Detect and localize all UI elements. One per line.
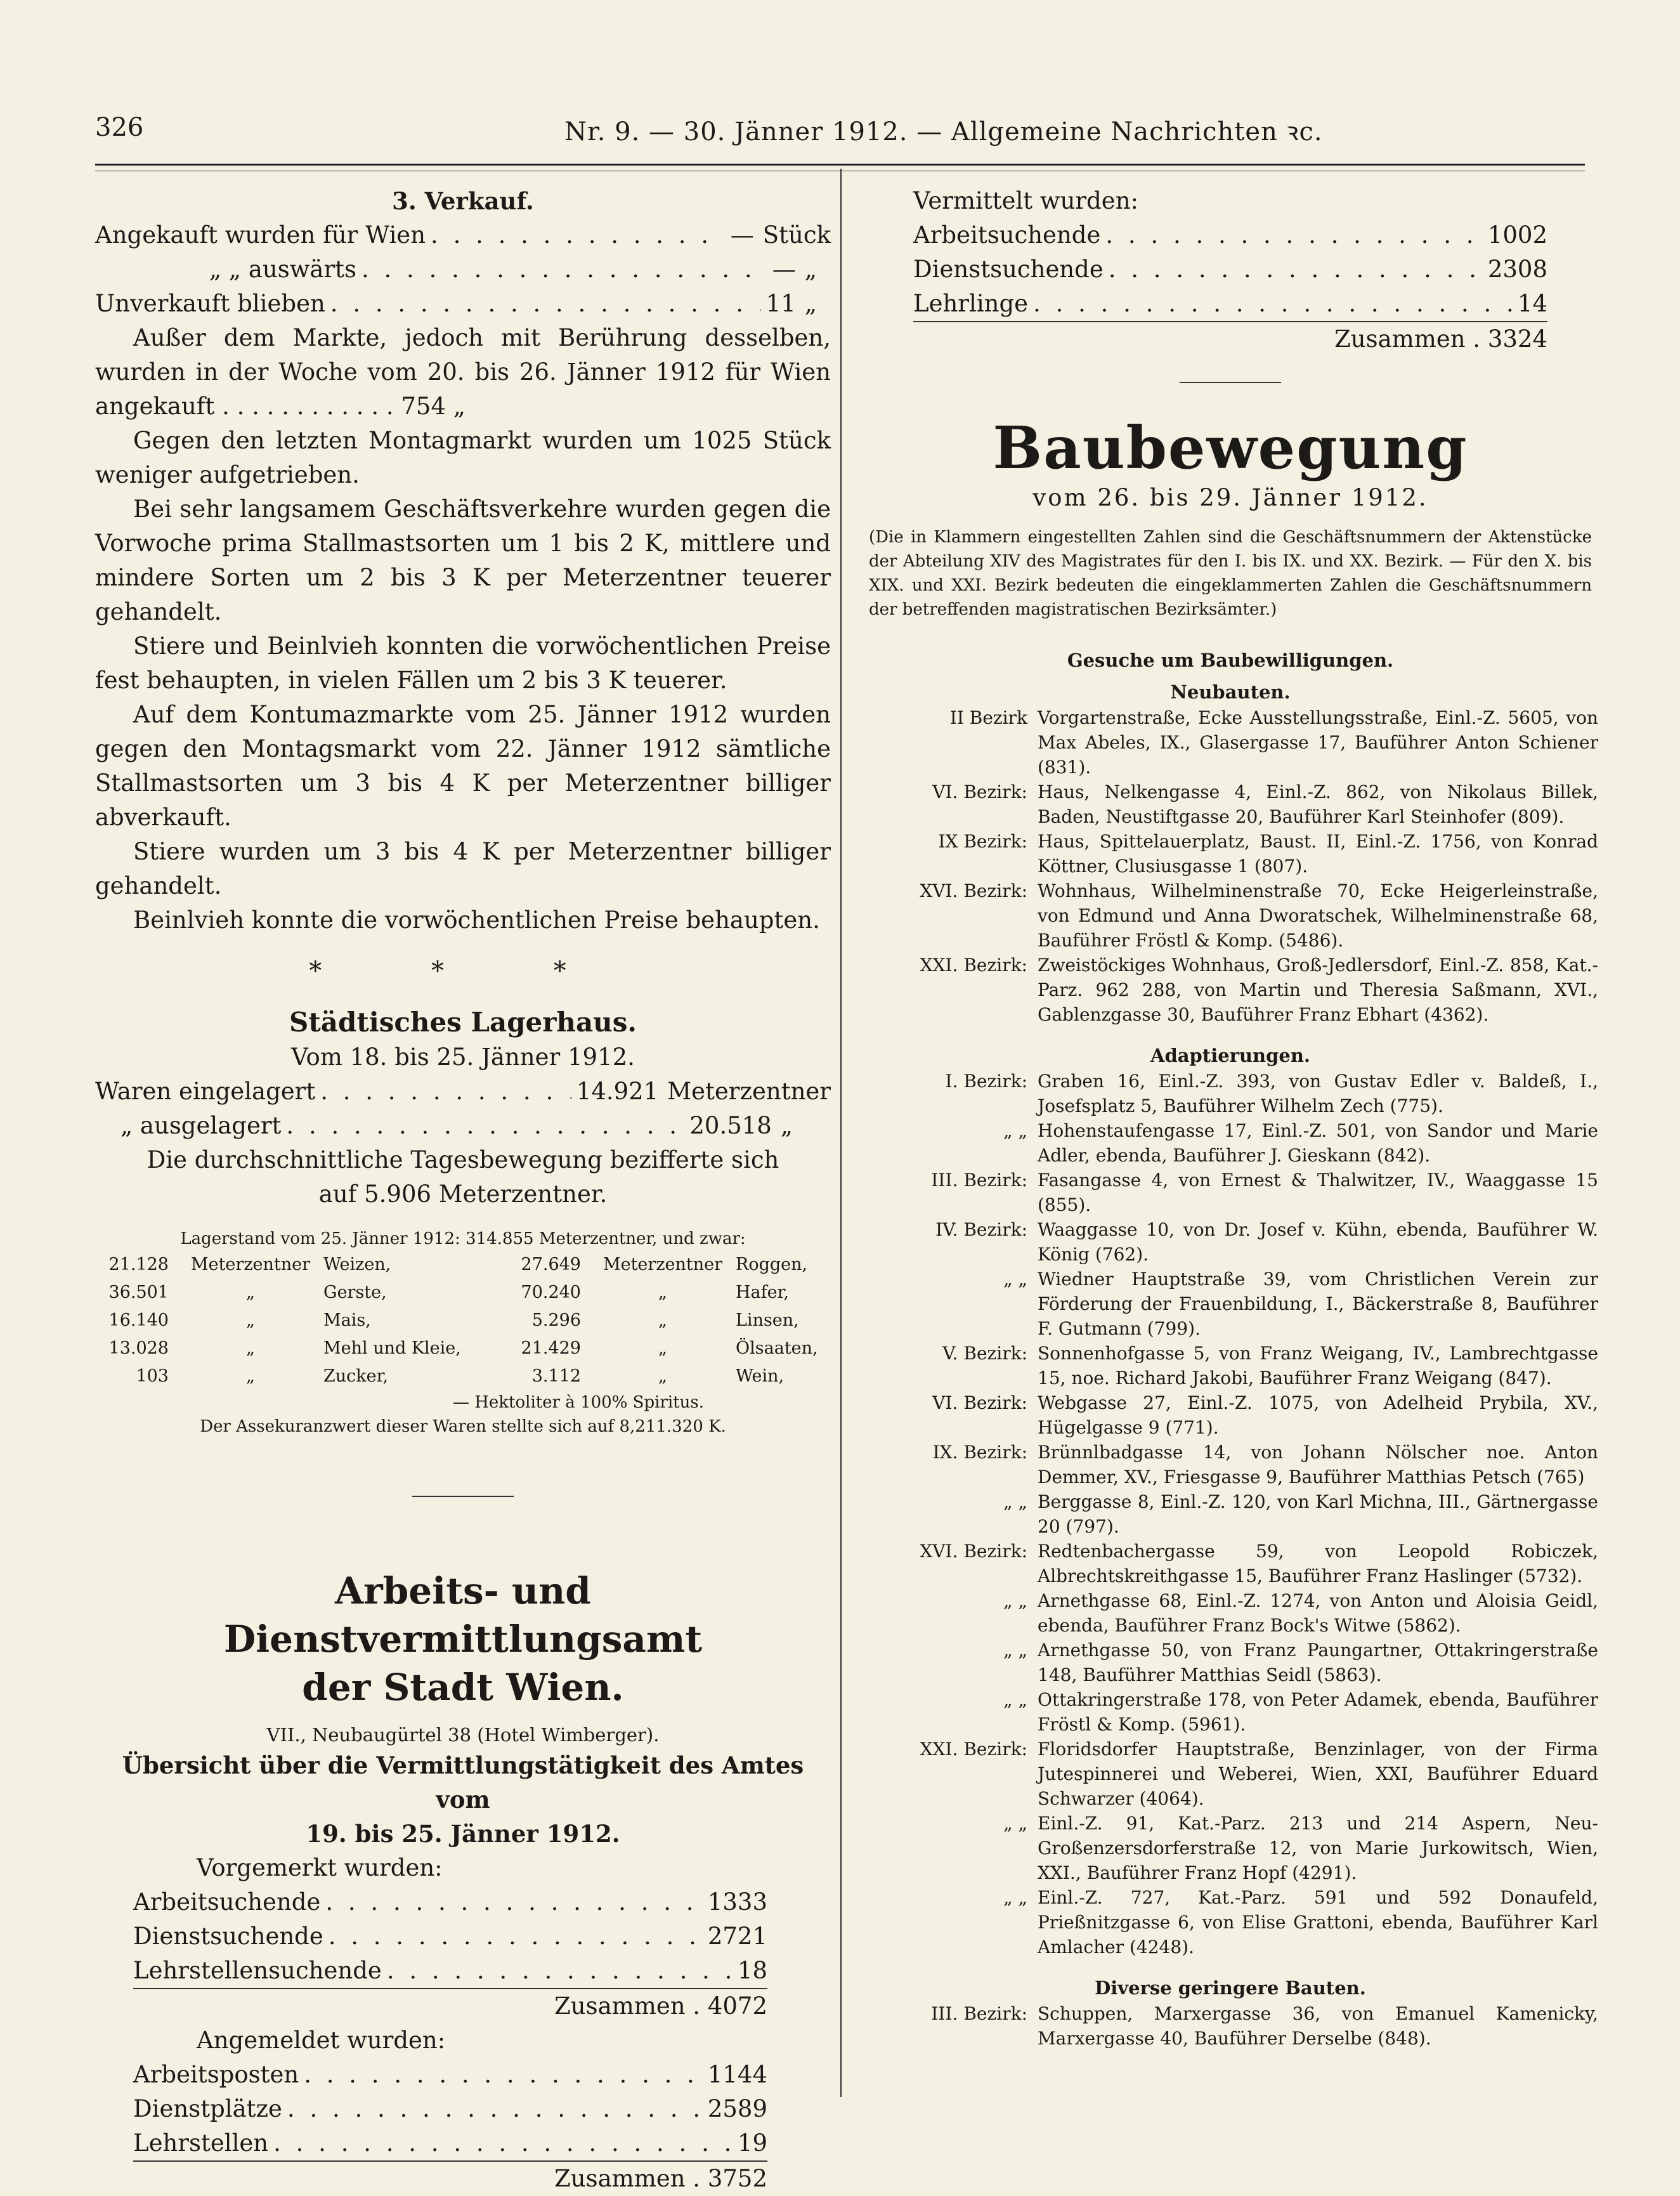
diverse-list <box>863 2001 1598 2051</box>
bau-entry <box>863 1168 1598 1217</box>
stock-cell: „ <box>658 1283 667 1302</box>
page-header <box>95 107 1585 151</box>
arbeitsamt-overview-2: 19. bis 25. Jänner 1912. <box>306 1820 620 1848</box>
stock-cell: 21.128 <box>108 1255 169 1274</box>
vorgemerkt-row: Arbeitsuchende . . . 1333 <box>133 1885 767 1919</box>
bau-entry-text: Hohenstaufengasse 17, Einl.-Z. 501, von Sandor und Marie Adler, ebenda, Bauführer J. Gieskann (842). <box>1038 1120 1598 1166</box>
bau-entry <box>863 1390 1598 1440</box>
bau-entry <box>863 1539 1598 1588</box>
stock-cell: 5.296 <box>531 1310 581 1330</box>
bau-entry <box>863 1341 1598 1390</box>
bau-entry-district: „ „ <box>1003 1120 1027 1141</box>
stock-table <box>95 1251 831 1390</box>
bau-entry <box>863 780 1598 829</box>
arbeitsamt-title-2: der Stadt Wien. <box>302 1666 624 1709</box>
diverse-heading: Diverse geringere Bauten. <box>1095 1977 1366 1999</box>
stock-cell: „ <box>658 1338 667 1358</box>
stock-cell: „ <box>658 1366 667 1386</box>
bau-entry-district: XVI. Bezirk: <box>920 880 1027 901</box>
bau-entry-district: „ „ <box>1003 1640 1027 1661</box>
stock-cell: Mais, <box>323 1310 371 1330</box>
stock-cell: Linsen, <box>736 1310 799 1330</box>
angemeldet-row: Lehrstellen . . . 19 <box>133 2126 767 2162</box>
bau-entry-text: Arnethgasse 68, Einl.-Z. 1274, von Anton und Aloisia Geidl, ebenda, Bauführer Franz Bock's Witwe (5862). <box>1038 1590 1598 1636</box>
vermittelt-row: Arbeitsuchende . . . 1002 <box>913 218 1547 252</box>
bau-entry-district: „ „ <box>1003 1269 1027 1290</box>
bau-entry-district: VI. Bezirk: <box>932 1392 1027 1413</box>
bau-entry-district: „ „ <box>1003 1590 1027 1611</box>
vorgemerkt-row: Lehrstellensuchende . . . 18 <box>133 1954 767 1989</box>
bau-entry <box>863 1638 1598 1687</box>
bau-entry-text: Ottakringerstraße 178, von Peter Adamek, ebenda, Bauführer Fröstl & Komp. (5961). <box>1038 1689 1598 1735</box>
bau-entry-district: „ „ <box>1003 1491 1027 1512</box>
stock-cell: „ <box>246 1366 255 1386</box>
stock-cell: 13.028 <box>108 1338 169 1358</box>
vermittelt-sum: Zusammen . 3324 <box>1334 325 1547 353</box>
bau-entry-district: V. Bezirk: <box>942 1343 1027 1364</box>
stock-cell: 27.649 <box>521 1255 581 1274</box>
bau-entry-district: III. Bezirk: <box>931 1170 1027 1191</box>
bau-entry-district: IX Bezirk: <box>938 831 1027 852</box>
vorgemerkt-heading: Vorgemerkt wurden: <box>197 1854 443 1881</box>
stock-cell: 16.140 <box>108 1310 169 1330</box>
verkauf-paragraph: Stiere und Beinlvieh konnten die vorwöchentlichen Preise fest behaupten, in vielen Fällen um 2 bis 3 K teuerer. <box>95 632 831 694</box>
bau-entry-text: Einl.-Z. 727, Kat.-Parz. 591 und 592 Donaufeld, Prießnitzgasse 6, von Elise Grattoni, ebenda, Bauführer Karl Amlacher (4248). <box>1038 1887 1598 1957</box>
bau-entry-district: „ „ <box>1003 1813 1027 1834</box>
stock-intro: Lagerstand vom 25. Jänner 1912: 314.855 Meterzentner, und zwar: <box>180 1229 746 1248</box>
bau-entry-district: III. Bezirk: <box>931 2003 1027 2024</box>
column-divider <box>840 169 842 2097</box>
stock-cell: Meterzentner <box>190 1255 311 1274</box>
bau-entry <box>863 1687 1598 1737</box>
lagerhaus-subtitle: Vom 18. bis 25. Jänner 1912. <box>291 1043 635 1071</box>
bau-entry <box>863 1811 1598 1885</box>
bau-entry <box>863 1588 1598 1638</box>
lagerhaus-row: „ ausgelagert . . . 20.518 „ <box>95 1109 831 1143</box>
stock-cell: Roggen, <box>736 1255 808 1274</box>
bau-entry-text: Haus, Spittelauerplatz, Baust. II, Einl.-Z. 1756, von Konrad Köttner, Clusiusgasse 1 (807). <box>1038 831 1598 877</box>
bau-entry-text: Vorgartenstraße, Ecke Ausstellungsstraße, Einl.-Z. 5605, von Max Abeles, IX., Glasergasse 17, Bauführer Anton Schiener (831). <box>1038 707 1598 778</box>
bau-entry <box>863 1069 1598 1118</box>
verkauf-paragraph: Beinlvieh konnte die vorwöchentlichen Preise behaupten. <box>133 906 820 934</box>
lagerhaus-row: Waren eingelagert . . . 14.921 Meterzentner <box>95 1075 831 1109</box>
bau-entry <box>863 1885 1598 1959</box>
stock-cell: „ <box>246 1283 255 1302</box>
bau-entry-district: „ „ <box>1003 1689 1027 1710</box>
bau-entry <box>863 1217 1598 1267</box>
adaptierungen-heading: Adaptierungen. <box>1150 1045 1311 1066</box>
gesuche-heading: Gesuche um Baubewilligungen. <box>1067 650 1394 671</box>
bau-entry <box>863 1440 1598 1489</box>
verkauf-paragraph: Außer dem Markte, jedoch mit Berührung desselben, wurden in der Woche vom 20. bis 26. Jänner 1912 für Wien angekauft . . . . . . . . . . . . 754 „ <box>95 324 831 420</box>
section-stars: * * * <box>309 957 617 986</box>
left-column <box>95 184 831 2196</box>
neubauten-list <box>863 705 1598 1027</box>
stock-cell: Mehl und Kleie, <box>323 1338 461 1358</box>
angemeldet-sum: Zusammen . 3752 <box>554 2165 767 2192</box>
stock-cell: Weizen, <box>323 1255 391 1274</box>
bau-entry <box>863 829 1598 879</box>
bau-entry-text: Waaggasse 10, von Dr. Josef v. Kühn, ebenda, Bauführer W. König (762). <box>1038 1219 1598 1265</box>
lagerhaus-title: Städtisches Lagerhaus. <box>289 1007 637 1038</box>
stock-cell: „ <box>658 1310 667 1330</box>
bau-entry-text: Brünnlbadgasse 14, von Johann Nölscher noe. Anton Demmer, XV., Friesgasse 9, Bauführer Matthias Petsch (765) <box>1038 1442 1598 1487</box>
bau-entry <box>863 1489 1598 1539</box>
section-rule <box>412 1496 514 1497</box>
stock-cell: „ <box>246 1310 255 1330</box>
stock-cell: Wein, <box>736 1366 785 1386</box>
bau-entry <box>863 879 1598 953</box>
bau-entry <box>863 953 1598 1027</box>
bau-entry-text: Wohnhaus, Wilhelminenstraße 70, Ecke Heigerleinstraße, von Edmund und Anna Dworatschek, Wilhelminenstraße 68, Bauführer Fröstl & Komp. (5486). <box>1038 880 1598 951</box>
stock-cell: Meterzentner <box>602 1255 723 1274</box>
stock-cell: 70.240 <box>521 1283 581 1302</box>
verkauf-row: Angekauft wurden für Wien . . . — Stück <box>95 218 831 252</box>
bau-entry-text: Zweistöckiges Wohnhaus, Groß-Jedlersdorf, Einl.-Z. 858, Kat.-Parz. 962 288, von Martin und Theresia Saßmann, XVI., Gablenzgasse 30, Bauführer Franz Ebhart (4362). <box>1038 955 1598 1025</box>
verkauf-row: Unverkauft blieben . . . 11 „ <box>95 287 831 321</box>
bau-entry-district: „ „ <box>1003 1887 1027 1908</box>
bau-entry-district: XXI. Bezirk: <box>920 1739 1027 1760</box>
stock-cell: 21.429 <box>521 1338 581 1358</box>
stock-cell: 103 <box>136 1366 169 1386</box>
stock-cell: „ <box>246 1338 255 1358</box>
bau-entry-district: XVI. Bezirk: <box>920 1541 1027 1562</box>
bau-entry-district: XXI. Bezirk: <box>920 955 1027 976</box>
bau-entry-district: I. Bezirk: <box>945 1071 1027 1092</box>
vorgemerkt-row: Dienstsuchende . . . 2721 <box>133 1919 767 1954</box>
stock-cell: Gerste, <box>323 1283 387 1302</box>
verkauf-paragraph: Auf dem Kontumazmarkte vom 25. Jänner 1912 wurden gegen den Montagsmarkt vom 22. Jänner 1912 sämtliche Stallmastsorten um 3 bis 4 K per Meterzentner billiger abverkauft. <box>95 701 831 831</box>
bau-entry-text: Fasangasse 4, von Ernest & Thalwitzer, IV., Waaggasse 15 (855). <box>1038 1170 1598 1215</box>
bau-note: (Die in Klammern eingestellten Zahlen sind die Geschäftsnummern der Aktenstücke der Abteilung XIV des Magistrates für den I. bis IX. und XX. Bezirk. — Für den X. bis XIX. und XXI. Bezirk bedeuten die eingeklammerten Zahlen die Geschäftsnummern der betreffenden magistratischen Bezirksämter.) <box>869 528 1592 619</box>
bau-entry-text: Floridsdorfer Hauptstraße, Benzinlager, von der Firma Jutespinnerei und Weberei, Wien, XXI, Bauführer Eduard Schwarzer (4064). <box>1038 1739 1598 1809</box>
bau-entry <box>863 2001 1598 2051</box>
bau-entry-text: Redtenbachergasse 59, von Leopold Robiczek, Albrechtskreithgasse 15, Bauführer Franz Haslinger (5732). <box>1038 1541 1598 1586</box>
spiritus-line: — Hektoliter à 100% Spiritus. <box>452 1393 704 1412</box>
vermittelt-row: Dienstsuchende . . . 2308 <box>913 252 1547 287</box>
bau-entry-text: Arnethgasse 50, von Franz Paungartner, Ottakringerstraße 148, Bauführer Matthias Seidl (5863). <box>1038 1640 1598 1685</box>
arbeitsamt-title: Arbeits- und Dienstvermittlungsamt <box>223 1569 703 1661</box>
angemeldet-row: Dienstplätze . . . 2589 <box>133 2092 767 2126</box>
bau-entry-district: VI. Bezirk: <box>932 781 1027 802</box>
bau-entry <box>863 1737 1598 1811</box>
running-title: Nr. 9. — 30. Jänner 1912. — Allgemeine Nachrichten ꝛc. <box>564 117 1323 147</box>
arbeitsamt-overview: Übersicht über die Vermittlungstätigkeit des Amtes vom <box>122 1751 804 1814</box>
verkauf-paragraph: Gegen den letzten Montagmarkt wurden um 1025 Stück weniger aufgetrieben. <box>95 427 831 488</box>
bau-title: Baubewegung <box>993 414 1468 482</box>
angemeldet-heading: Angemeldet wurden: <box>197 2027 446 2054</box>
verkauf-heading: 3. Verkauf. <box>392 187 534 215</box>
bau-entry-text: Webgasse 27, Einl.-Z. 1075, von Adelheid Prybila, XV., Hügelgasse 9 (771). <box>1038 1392 1598 1438</box>
bau-entry <box>863 1118 1598 1168</box>
bau-entry-text: Schuppen, Marxergasse 36, von Emanuel Kamenicky, Marxergasse 40, Bauführer Derselbe (848). <box>1038 2003 1598 2049</box>
bau-entry-district: IX. Bezirk: <box>932 1442 1027 1463</box>
bau-entry-district: II Bezirk <box>949 707 1027 728</box>
stock-cell: 36.501 <box>108 1283 169 1302</box>
vermittelt-heading: Vermittelt wurden: <box>913 187 1138 214</box>
adaptierungen-list <box>863 1069 1598 1959</box>
angemeldet-row: Arbeitsposten . . . 1144 <box>133 2058 767 2092</box>
section-rule <box>1180 382 1281 383</box>
bau-entry <box>863 1267 1598 1341</box>
vorgemerkt-sum: Zusammen . 4072 <box>554 1992 767 2020</box>
assekuranz-line: Der Assekuranzwert dieser Waren stellte sich auf 8,211.320 K. <box>200 1417 726 1436</box>
bau-entry-text: Einl.-Z. 91, Kat.-Parz. 213 und 214 Aspern, Neu-Großenzersdorferstraße 12, von Marie Jurkowitsch, Wien, XXI., Bauführer Franz Hopf (4291). <box>1038 1813 1598 1883</box>
lagerhaus-average: Die durchschnittliche Tagesbewegung bezifferte sich auf 5.906 Meterzentner. <box>147 1146 779 1208</box>
vermittelt-row: Lehrlinge . . . 14 <box>913 287 1547 322</box>
right-column <box>863 184 1598 2051</box>
bau-entry <box>863 705 1598 780</box>
page-number: 326 <box>95 113 144 142</box>
bau-subtitle: vom 26. bis 29. Jänner 1912. <box>1032 484 1428 511</box>
stock-cell: Ölsaaten, <box>736 1338 818 1358</box>
verkauf-paragraph: Stiere wurden um 3 bis 4 K per Meterzentner billiger gehandelt. <box>95 838 831 899</box>
neubauten-heading: Neubauten. <box>1170 681 1291 703</box>
stock-cell: Hafer, <box>736 1283 790 1302</box>
stock-cell: Zucker, <box>323 1366 389 1386</box>
bau-entry-text: Berggasse 8, Einl.-Z. 120, von Karl Michna, III., Gärtnergasse 20 (797). <box>1038 1491 1598 1537</box>
bau-entry-text: Sonnenhofgasse 5, von Franz Weigang, IV., Lambrechtgasse 15, noe. Richard Jakobi, Bauführer Franz Weigang (847). <box>1038 1343 1598 1389</box>
stock-cell: 3.112 <box>531 1366 581 1386</box>
verkauf-paragraph: Bei sehr langsamem Geschäftsverkehre wurden gegen die Vorwoche prima Stallmastsorten um 1 bis 2 K, mittlere und mindere Sorten um 2 bis 3 K per Meterzentner teuerer gehandelt. <box>95 495 831 625</box>
bau-entry-text: Haus, Nelkengasse 4, Einl.-Z. 862, von Nikolaus Billek, Baden, Neustiftgasse 20, Bauführer Karl Steinhofer (809). <box>1038 781 1598 827</box>
arbeitsamt-address: VII., Neubaugürtel 38 (Hotel Wimberger). <box>266 1724 660 1746</box>
verkauf-row: „ „ auswärts . . . — „ <box>95 252 831 287</box>
bau-entry-text: Wiedner Hauptstraße 39, vom Christlichen Verein zur Förderung der Frauenbildung, I., Bäckerstraße 8, Bauführer F. Gutmann (799). <box>1038 1269 1598 1339</box>
bau-entry-district: IV. Bezirk: <box>935 1219 1027 1240</box>
bau-entry-text: Graben 16, Einl.-Z. 393, von Gustav Edler v. Baldeß, I., Josefsplatz 5, Bauführer Wilhelm Zech (775). <box>1038 1071 1598 1116</box>
